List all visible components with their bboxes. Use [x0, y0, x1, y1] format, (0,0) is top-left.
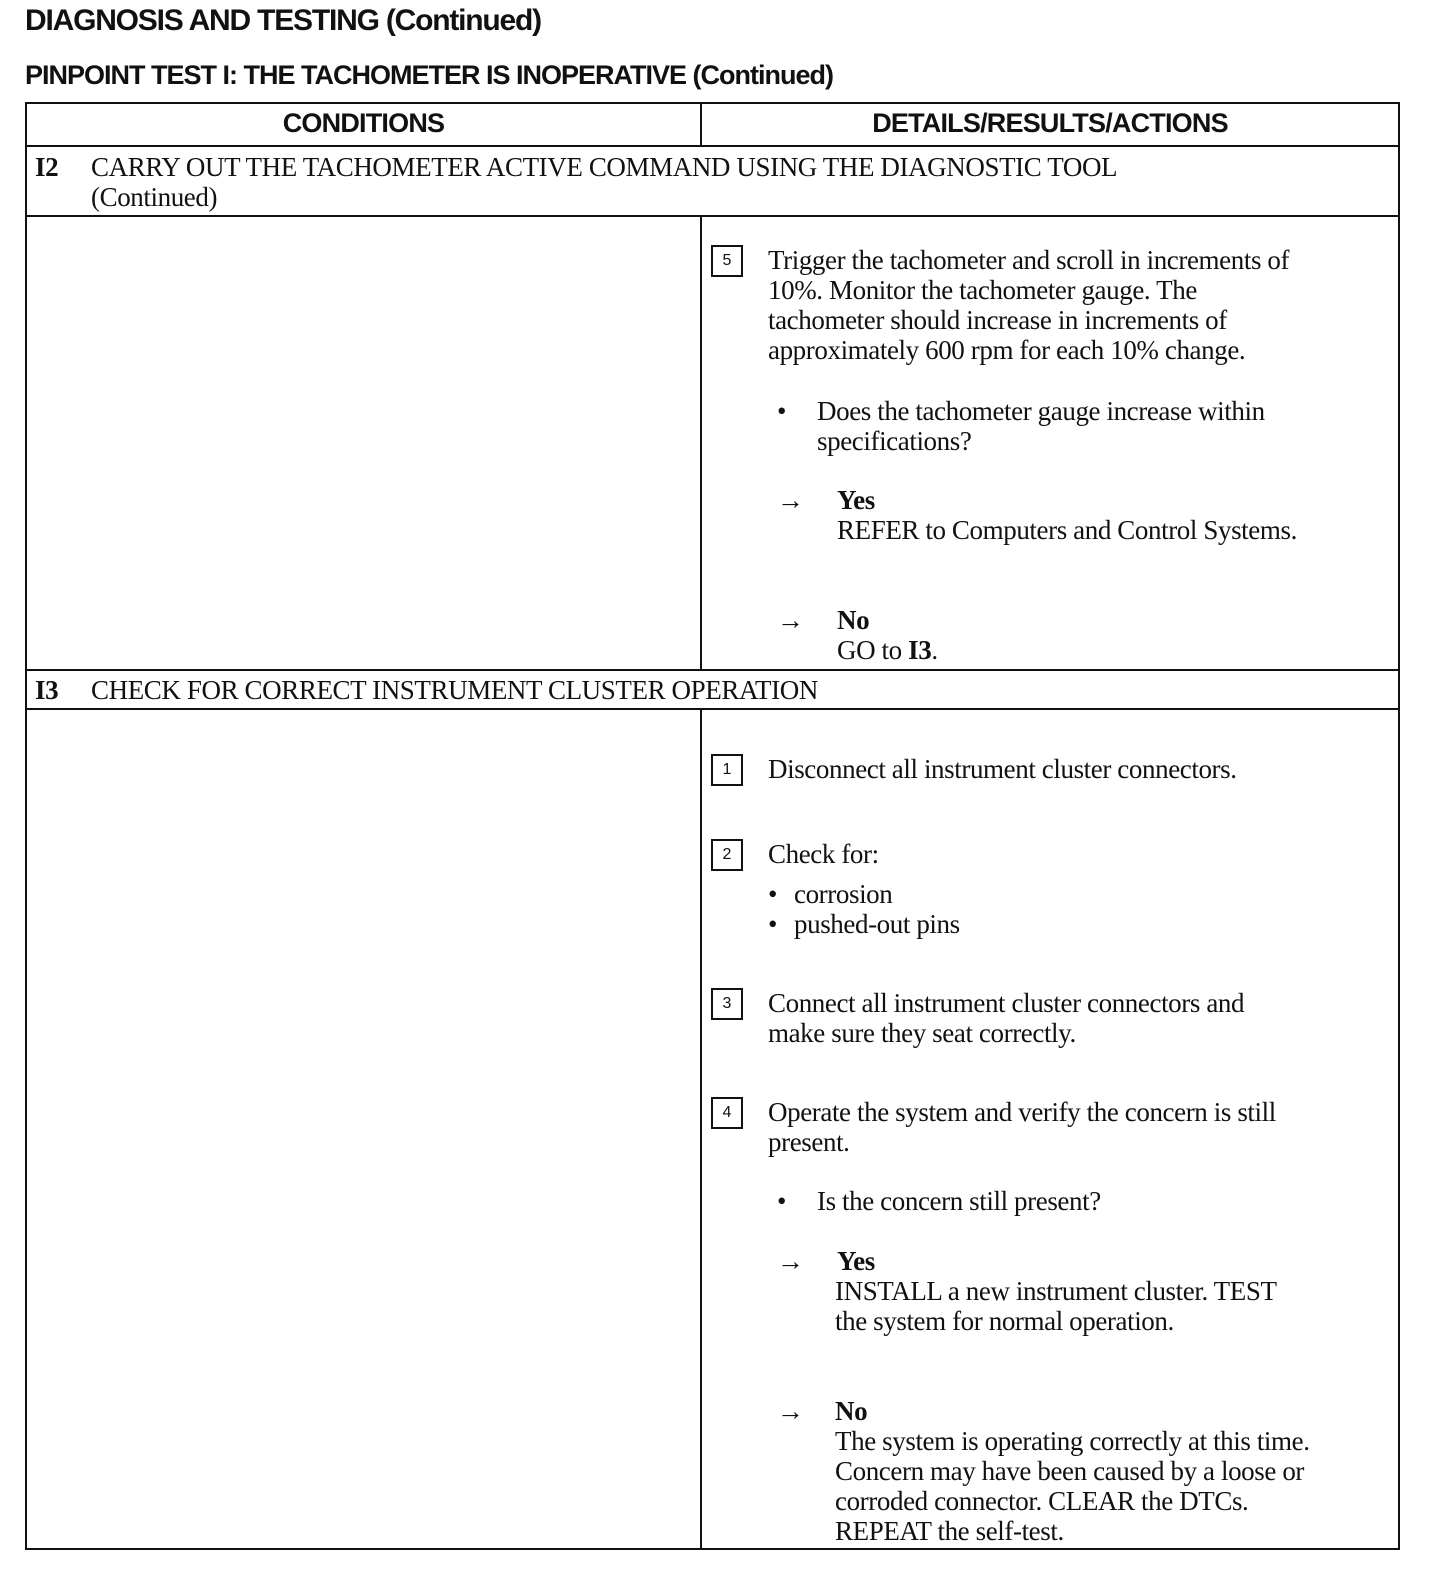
divider — [700, 215, 702, 669]
step-text: Check for: — [768, 839, 879, 869]
pinpoint-test-table — [25, 102, 1400, 1550]
step-id-i3: I3 — [35, 675, 59, 705]
arrow-right-icon: → — [777, 605, 804, 635]
step-number-box: 4 — [711, 1097, 743, 1129]
step-title-i3: CHECK FOR CORRECT INSTRUMENT CLUSTER OPERATION — [91, 675, 818, 705]
divider — [700, 708, 702, 1548]
step-text: Disconnect all instrument cluster connectors. — [768, 754, 1237, 784]
step-id-i2: I2 — [35, 152, 59, 182]
check-item: pushed-out pins — [794, 909, 960, 939]
step-text: Trigger the tachometer and scroll in increments of 10%. Monitor the tachometer gauge. The tachometer should increase in increments of approximately 600 rpm for each 10% change. — [768, 245, 1290, 365]
no-label: No — [837, 605, 870, 635]
step-title-i2: CARRY OUT THE TACHOMETER ACTIVE COMMAND USING THE DIAGNOSTIC TOOL (Continued) — [91, 152, 1118, 212]
section-title: DIAGNOSIS AND TESTING (Continued) — [25, 4, 541, 37]
col-header-details: DETAILS/RESULTS/ACTIONS — [872, 108, 1228, 138]
no-label: No — [835, 1396, 868, 1426]
step-text: Operate the system and verify the concern is still present. — [768, 1097, 1276, 1157]
step-text: Connect all instrument cluster connectors and make sure they seat correctly. — [768, 988, 1245, 1048]
no-action: The system is operating correctly at this time. Concern may have been caused by a loose or corroded connector. CLEAR the DTCs. REPEAT the self-test. — [835, 1426, 1310, 1546]
divider — [27, 708, 1398, 710]
step-number-box: 2 — [711, 839, 743, 871]
arrow-right-icon: → — [777, 1246, 804, 1276]
yes-label: Yes — [837, 1246, 875, 1276]
question-text: Is the concern still present? — [817, 1186, 1101, 1216]
arrow-right-icon: → — [777, 1396, 804, 1426]
bullet-icon: • — [768, 879, 778, 909]
col-header-conditions: CONDITIONS — [282, 108, 445, 138]
question-text: Does the tachometer gauge increase within specifications? — [817, 396, 1265, 456]
bullet-icon: • — [768, 909, 778, 939]
yes-action: REFER to Computers and Control Systems. — [837, 515, 1297, 545]
bullet-icon: • — [777, 1186, 787, 1216]
divider — [27, 669, 1398, 671]
step-number-box: 1 — [711, 754, 743, 786]
divider — [27, 215, 1398, 217]
yes-action: INSTALL a new instrument cluster. TEST the system for normal operation. — [835, 1276, 1277, 1336]
divider — [27, 145, 1398, 147]
arrow-right-icon: → — [777, 485, 804, 515]
no-action — [837, 635, 938, 665]
no-action-suffix: . — [931, 635, 938, 665]
pinpoint-test-title: PINPOINT TEST I: THE TACHOMETER IS INOPERATIVE (Continued) — [25, 60, 833, 90]
divider — [700, 104, 702, 147]
check-item: corrosion — [794, 879, 893, 909]
step-number-box: 3 — [711, 988, 743, 1020]
no-action-text: GO to — [837, 635, 909, 665]
bullet-icon: • — [777, 396, 787, 426]
step-number-box: 5 — [711, 245, 743, 277]
yes-label: Yes — [837, 485, 875, 515]
goto-link-i3[interactable]: I3 — [908, 635, 932, 665]
